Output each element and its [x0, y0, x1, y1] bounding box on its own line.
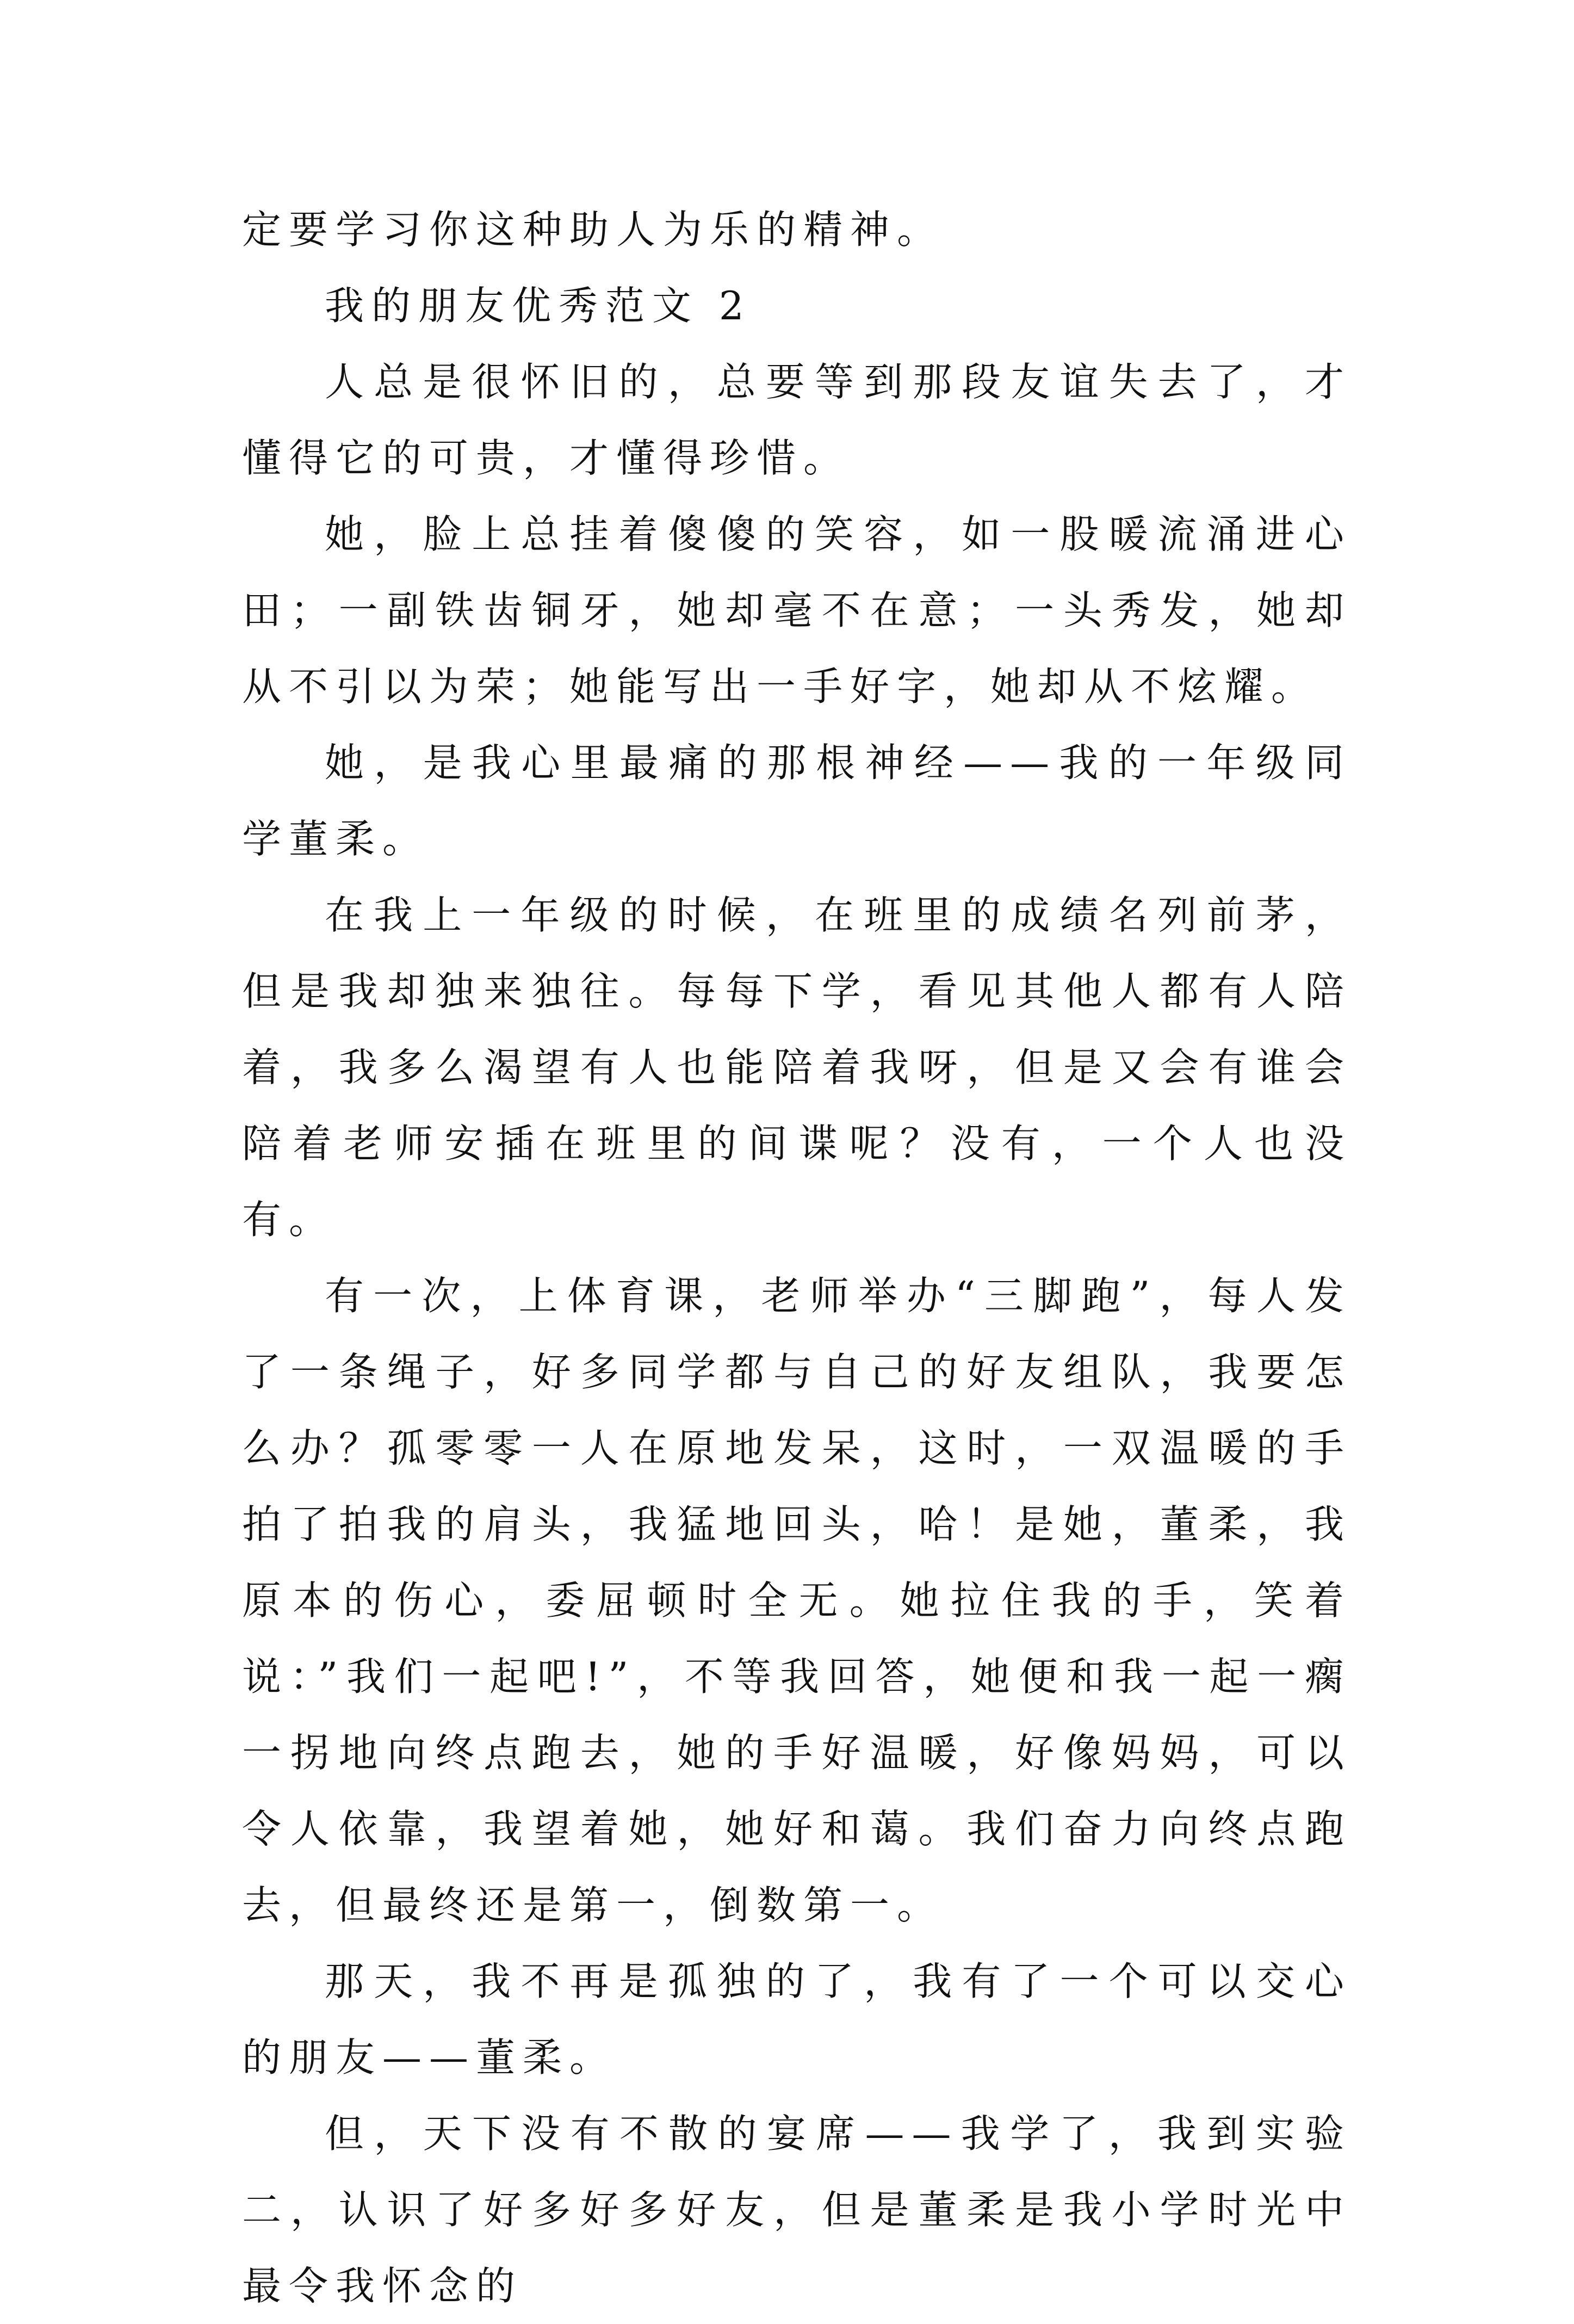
- paragraph: 但，天下没有不散的宴席——我学了，我到实验二，认识了好多好多好友，但是董柔是我小学时光中最令我怀念的: [242, 2111, 1352, 2309]
- paragraph: 在我上一年级的时候，在班里的成绩名列前茅，但是我却独来独往。每每下学，看见其他人都有人陪着，我多么渴望有人也能陪着我呀，但是又会有谁会陪着老师安插在班里的间谍呢？没有，一个人也没有。: [242, 892, 1352, 1243]
- paragraph: 有一次，上体育课，老师举办“三脚跑”，每人发了一条绳子，好多同学都与自己的好友组队，我要怎么办？孤零零一人在原地发呆，这时，一双温暖的手拍了拍我的肩头，我猛地回头，哈！是她，董柔，我原本的伤心，委屈顿时全无。她拉住我的手，笑着说：”我们一起吧!”，不等我回答，她便和我一起一瘸一拐地向终点跑去，她的手好温暖，好像妈妈，可以令人依靠，我望着她，她好和蔼。我们奋力向终点跑去，但最终还是第一，倒数第一。: [242, 1273, 1352, 1928]
- paragraph: 她，脸上总挂着傻傻的笑容，如一股暖流涌进心田；一副铁齿铜牙，她却毫不在意；一头秀发，她却从不引以为荣；她能写出一手好字，她却从不炫耀。: [242, 511, 1352, 709]
- document-body: [242, 191, 1352, 2324]
- paragraph-continuation: 定要学习你这种助人为乐的精神。: [242, 207, 944, 252]
- paragraph: 她，是我心里最痛的那根神经——我的一年级同学董柔。: [242, 740, 1352, 862]
- essay-heading: 我的朋友优秀范文 2: [325, 283, 752, 329]
- paragraph: 人总是很怀旧的，总要等到那段友谊失去了，才懂得它的可贵，才懂得珍惜。: [242, 359, 1352, 481]
- paragraph: 那天，我不再是孤独的了，我有了一个可以交心的朋友——董柔。: [242, 1958, 1352, 2080]
